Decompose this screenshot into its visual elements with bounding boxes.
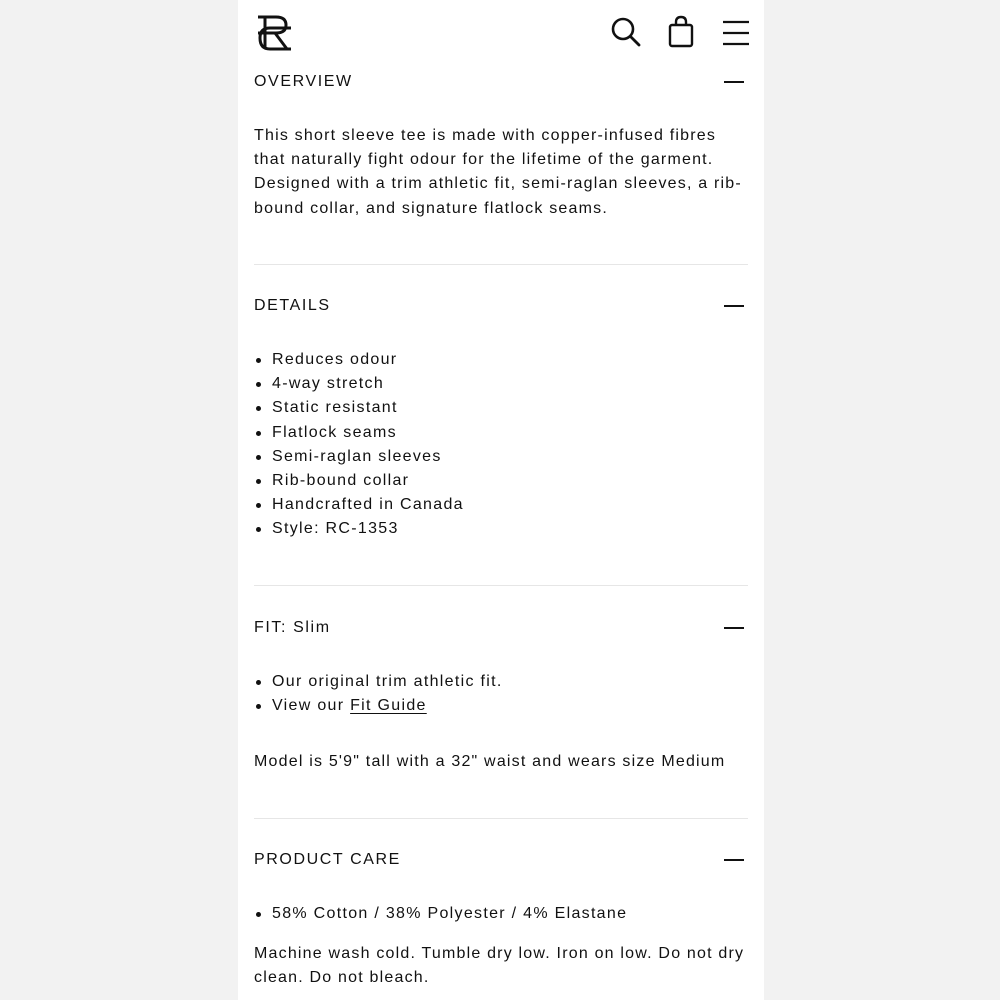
search-icon[interactable] [610,15,642,49]
divider [254,818,748,819]
list-item: Rib-bound collar [254,469,464,493]
list-item: Static resistant [254,396,464,420]
list-item: Semi-raglan sleeves [254,445,464,469]
shopping-bag-icon[interactable] [666,15,698,49]
details-list [254,348,464,542]
overview-line: Designed with a trim athletic fit, semi-raglan sleeves, a rib- [254,175,742,193]
overview-text [254,124,748,221]
list-item: Reduces odour [254,348,464,372]
logo-icon[interactable] [254,14,294,52]
divider [254,585,748,586]
list-item: Handcrafted in Canada [254,493,464,517]
header [238,0,764,64]
overview-header[interactable] [254,70,748,94]
overview-line: This short sleeve tee is made with copper-infused fibres [254,127,717,144]
fit-header[interactable] [254,616,748,640]
minus-icon[interactable] [724,81,744,83]
list-item: 4-way stretch [254,372,464,396]
divider [254,264,748,265]
fit-guide-prefix: View our [272,697,351,715]
details-title: DETAILS [254,297,331,314]
care-instructions [254,942,748,990]
list-item: Flatlock seams [254,421,464,445]
minus-icon[interactable] [724,305,744,307]
product-care-title: PRODUCT CARE [254,851,401,868]
fit-title: FIT: Slim [254,619,331,636]
minus-icon[interactable] [724,627,744,629]
overview-title: OVERVIEW [254,73,353,90]
list-item: 58% Cotton / 38% Polyester / 4% Elastane [254,902,627,926]
care-line: Machine wash cold. Tumble dry low. Iron on low. Do not dry [254,945,745,962]
overview-line: bound collar, and signature flatlock seams. [254,199,608,217]
fit-guide-link[interactable]: Fit Guide [350,697,427,715]
details-header[interactable] [254,294,748,318]
care-line: clean. Do not bleach. [254,969,430,987]
product-info-panel [238,0,764,1000]
list-item: Our original trim athletic fit. [254,670,503,694]
overview-line: that naturally fight odour for the lifetime of the garment. [254,151,714,169]
list-item [254,694,503,718]
model-note: Model is 5'9" tall with a 32" waist and wears size Medium [254,753,726,770]
fit-list [254,670,503,718]
product-care-header[interactable] [254,848,748,872]
care-list [254,902,627,926]
list-item: Style: RC-1353 [254,517,464,541]
minus-icon[interactable] [724,859,744,861]
hamburger-menu-icon[interactable] [720,15,752,49]
